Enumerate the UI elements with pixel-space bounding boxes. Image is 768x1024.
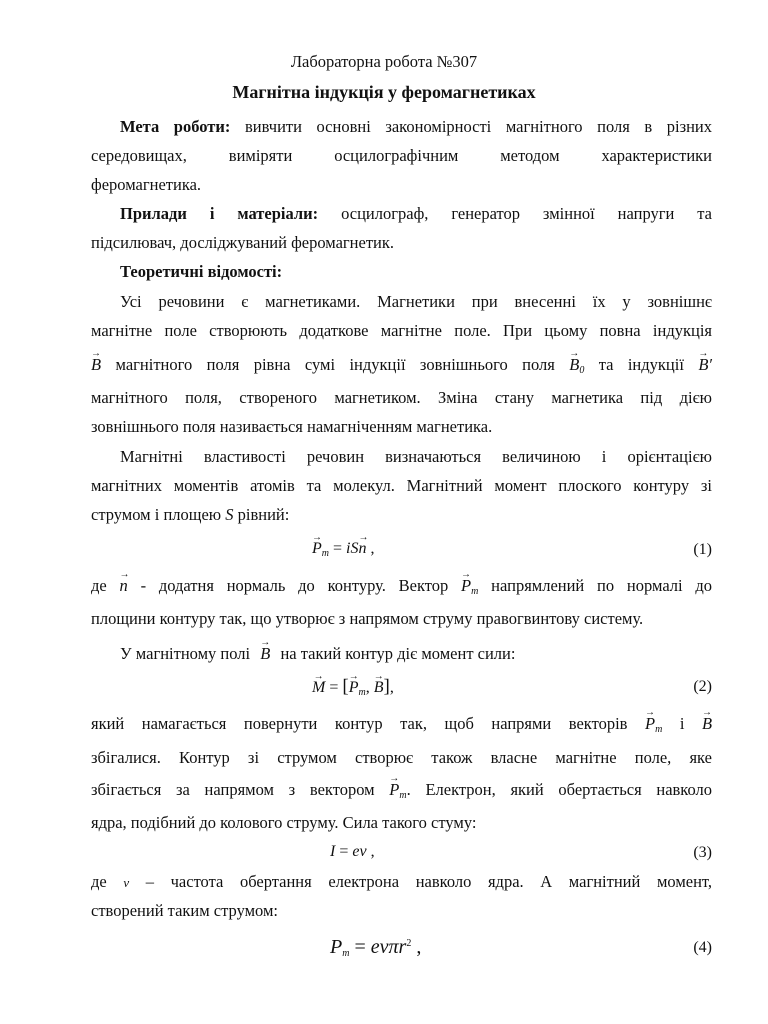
materials-line-1: Прилади і матеріали: осцилограф, генератор змінної напруги та bbox=[120, 204, 713, 223]
equation-4: $P_m = e\nu\pi r^2$ , bbox=[330, 936, 422, 959]
purpose-line-2: середовищах, виміряти осцилографічним методом характеристики bbox=[91, 146, 712, 165]
p2-line-3: струмом і площею S рівний: bbox=[91, 505, 290, 524]
equation-2: → M = [→ $P_m$, → B], bbox=[312, 677, 394, 703]
materials-line-2: підсилювач, досліджуваний феромагнетик. bbox=[91, 233, 395, 252]
p5-line-1: який намагається повернути контур так, щоб напрями векторів → $P_m$ і → B bbox=[91, 714, 712, 740]
vector-n: → n bbox=[120, 576, 128, 596]
equation-1-number: (1) bbox=[693, 541, 712, 558]
p3-line-1: де → n - додатня нормаль до контуру. Вектор → $P_m$ напрямлений по нормалі до bbox=[91, 576, 712, 602]
vector-B: → B bbox=[91, 355, 101, 375]
p1-line-1: Усі речовини є магнетиками. Магнетики при внесенні їх у зовнішнє bbox=[120, 292, 712, 311]
theory-heading: Теоретичні відомості: bbox=[120, 262, 283, 281]
purpose-line-3: феромагнетика. bbox=[91, 175, 202, 194]
p5-line-4: ядра, подібний до колового струму. Сила такого стуму: bbox=[91, 813, 477, 832]
p1-line-2: магнітне поле створюють додаткове магнітне поле. При цьому повна індукція bbox=[91, 321, 712, 340]
vector-B0: → $B_0$ bbox=[569, 355, 584, 381]
equation-4-number: (4) bbox=[693, 939, 712, 956]
purpose-line-1: Мета роботи: вивчити основні закономірності магнітного поля в різних bbox=[120, 117, 712, 136]
p1-line-4: магнітного поля, створеного магнетиком. Зміна стану магнетика під дією bbox=[91, 388, 712, 407]
document-header: Лабораторна робота №307 bbox=[290, 52, 478, 71]
p5-line-3: збігається за напрямом з вектором → $P_m$. Електрон, який обертається навколо bbox=[91, 780, 712, 806]
p2-line-1: Магнітні властивості речовин визначаються величиною і орієнтацією bbox=[120, 447, 712, 466]
p3-line-2: площини контуру так, що утворює з напрямом струму правогвинтову систему. bbox=[91, 609, 644, 628]
equation-1: → $P_m = iS\to n$ , bbox=[312, 539, 375, 564]
p6-line-2: створений таким струмом: bbox=[91, 901, 279, 920]
vector-B: → B bbox=[260, 644, 270, 664]
equation-3: I = eν , bbox=[330, 843, 375, 860]
p1-line-3: → B магнітного поля рівна сумі індукції зовнішнього поля → $B_0$ та індукції → B′ bbox=[91, 355, 712, 381]
materials-label: Прилади і матеріали: bbox=[120, 204, 319, 223]
p6-line-1: де ν – частота обертання електрона навколо ядра. А магнітний момент, bbox=[91, 872, 713, 891]
p4-line-1: У магнітному полі → B на такий контур діє момент сили: bbox=[120, 644, 712, 664]
equation-2-number: (2) bbox=[693, 678, 712, 695]
vector-Pm: → $P_m$ bbox=[461, 576, 478, 602]
p1-line-5: зовнішнього поля називається намагніченням магнетика. bbox=[91, 417, 493, 436]
p5-line-2: збігалися. Контур зі струмом створює також власне магнітне поле, яке bbox=[91, 748, 712, 767]
equation-3-number: (3) bbox=[693, 844, 712, 861]
document-title: Магнітна індукція у феромагнетиках bbox=[232, 82, 536, 102]
vector-B-prime: → B′ bbox=[698, 355, 712, 375]
p2-line-2: магнітних моментів атомів та молекул. Магнітний момент плоского контуру зі bbox=[91, 476, 712, 495]
purpose-label: Мета роботи: bbox=[120, 117, 231, 136]
